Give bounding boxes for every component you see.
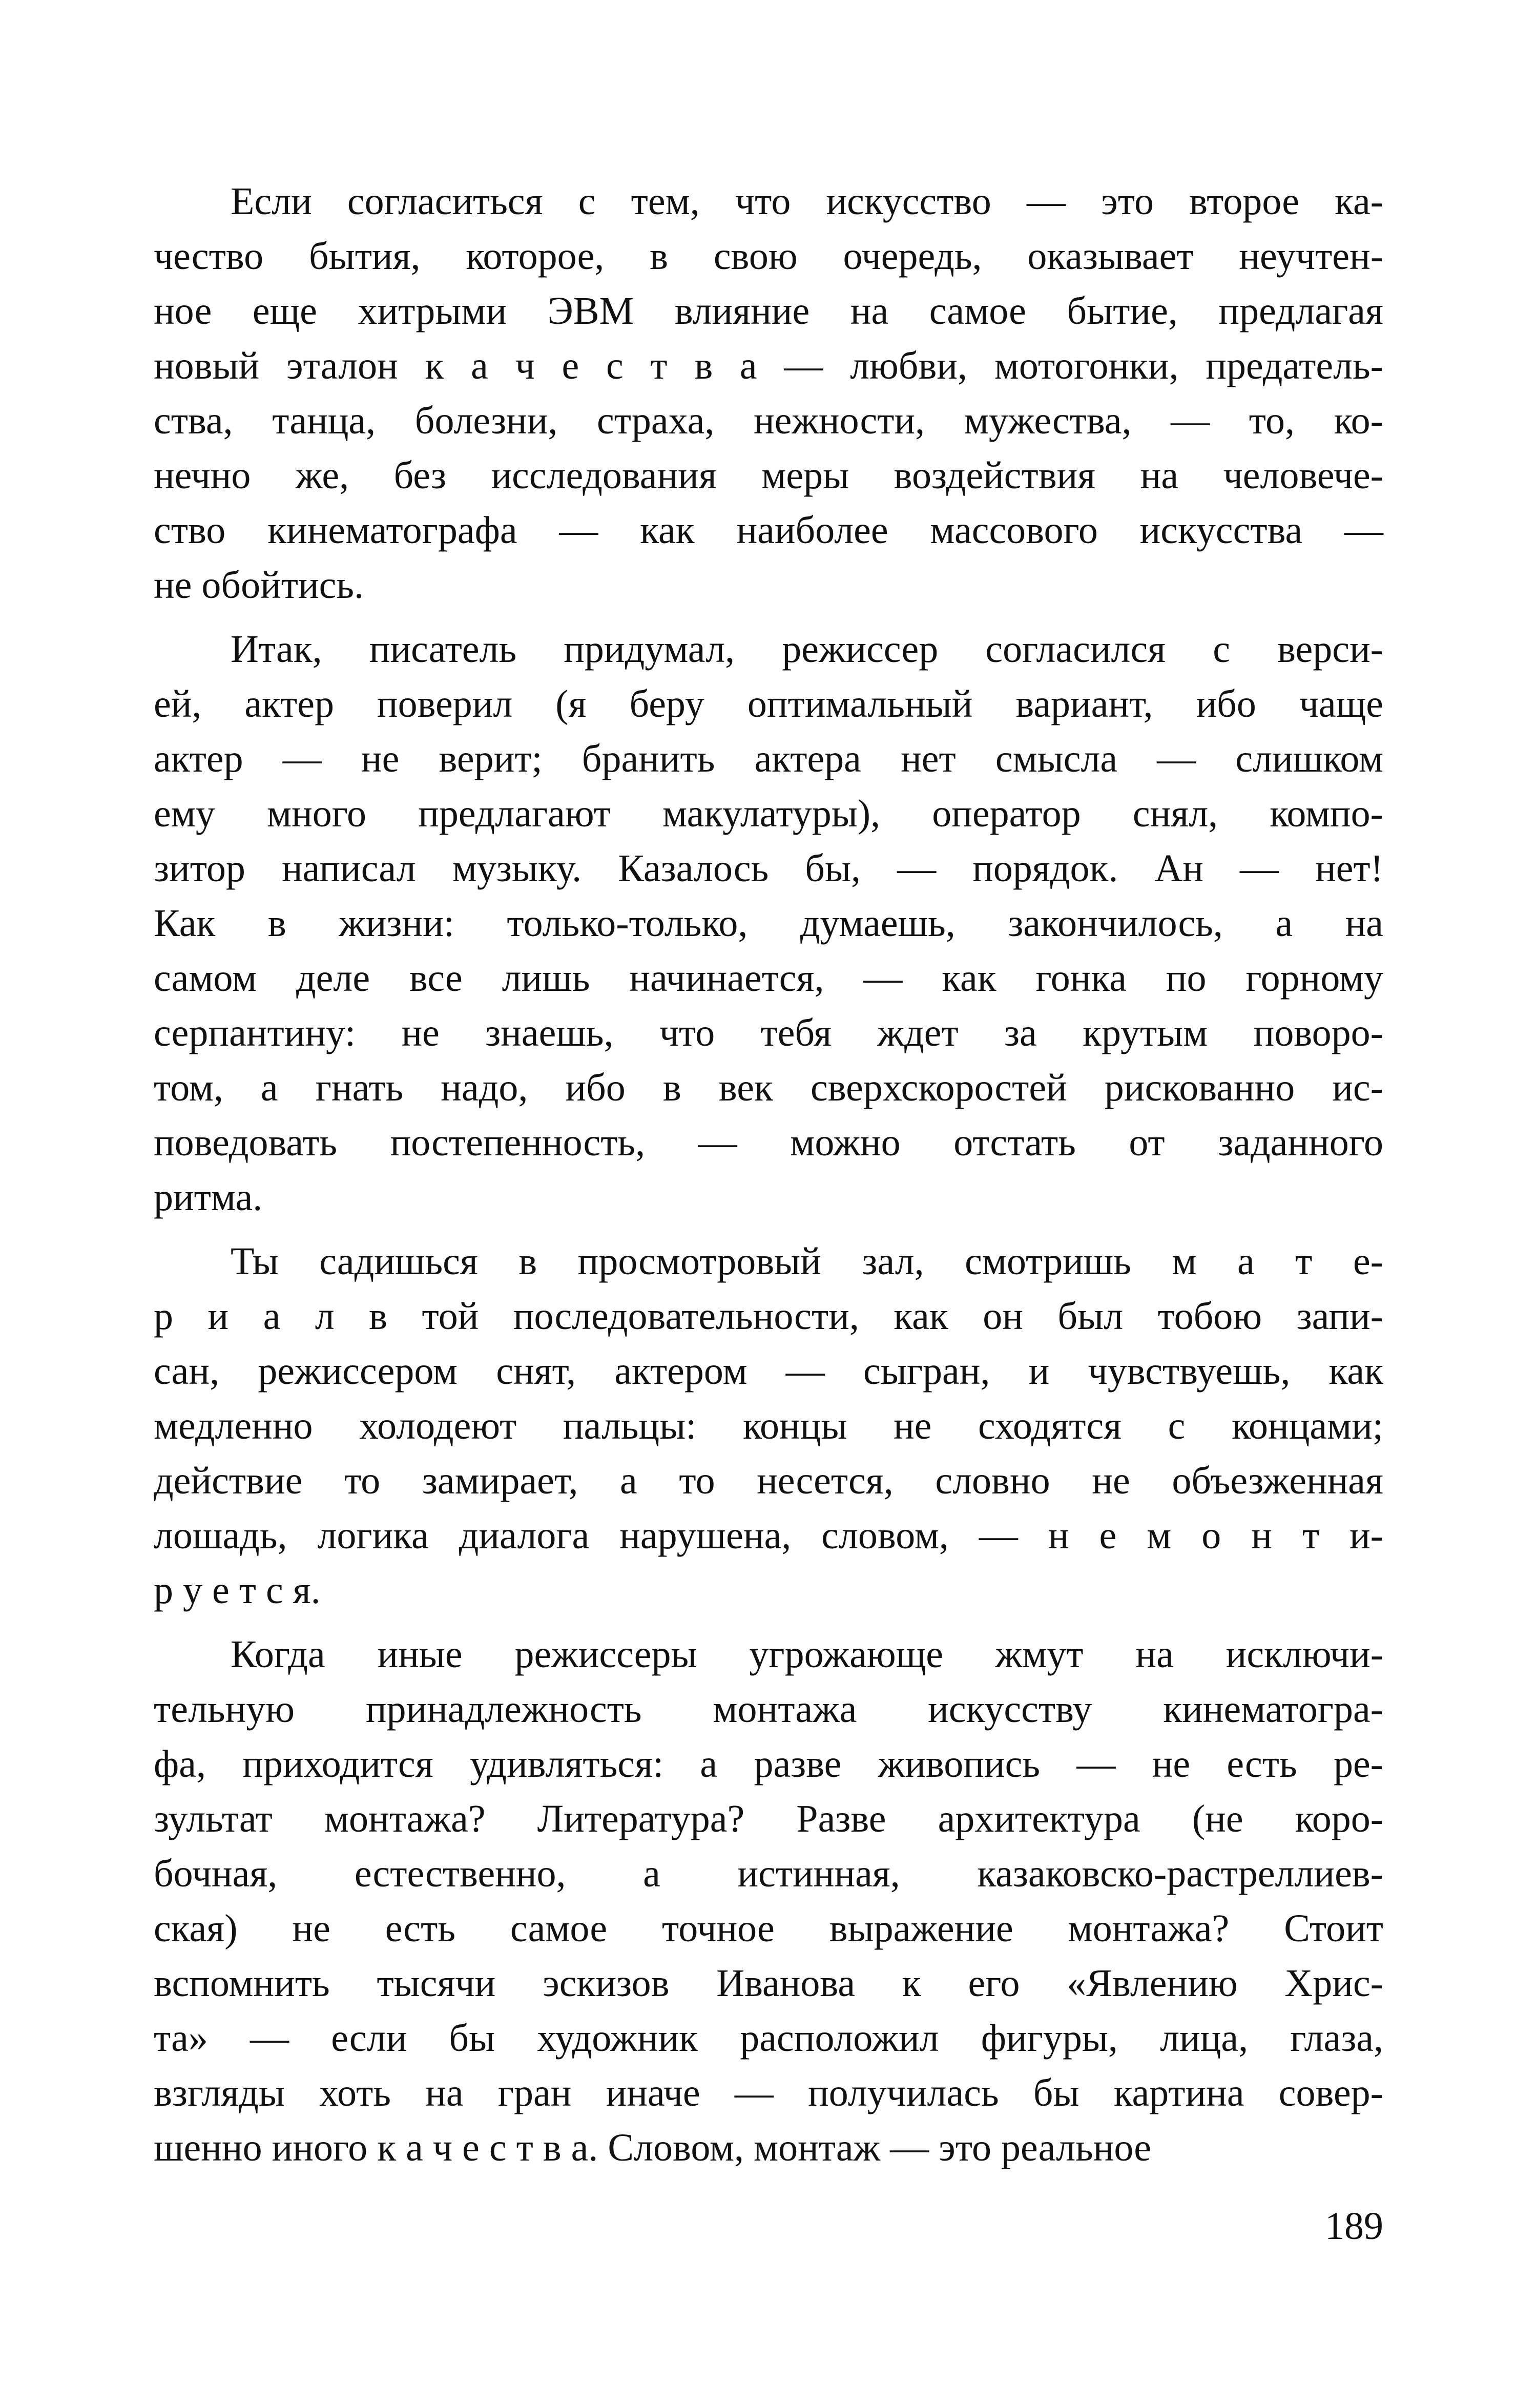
paragraph	[154, 1234, 1383, 1618]
paragraph-gap	[154, 613, 1383, 622]
page-number: 189	[1325, 2205, 1383, 2248]
text-line: самом деле все лишь начинается, — как гонка по горному	[154, 957, 1383, 1000]
text-line: поведовать постепенность, — можно отстать от заданного	[154, 1121, 1383, 1164]
text-line: не обойтись.	[154, 564, 364, 607]
text-line: Как в жизни: только-только, думаешь, закончилось, а на	[154, 902, 1383, 945]
text-line: тельную принадлежность монтажа искусству кинематогра-	[154, 1688, 1383, 1731]
text-line: зультат монтажа? Литература? Разве архитектура (не коро-	[154, 1797, 1383, 1840]
text-line: новый эталон к а ч е с т в а — любви, мотогонки, предатель-	[154, 344, 1383, 387]
text-line: бочная, естественно, а истинная, казаковско-растреллиев-	[154, 1852, 1383, 1895]
text-line: Когда иные режиссеры угрожающе жмут на исключи-	[231, 1633, 1383, 1676]
text-line: ская) не есть самое точное выражение монтажа? Стоит	[154, 1907, 1383, 1950]
text-line: ное еще хитрыми ЭВМ влияние на самое бытие, предлагая	[154, 289, 1383, 333]
text-line: ей, актер поверил (я беру оптимальный вариант, ибо чаще	[154, 682, 1383, 725]
text-line: чество бытия, которое, в свою очередь, оказывает неучтен-	[154, 235, 1383, 278]
text-line: серпантину: не знаешь, что тебя ждет за крутым поворо-	[154, 1011, 1383, 1054]
text-line: взгляды хоть на гран иначе — получилась бы картина совер-	[154, 2071, 1383, 2114]
body-text	[154, 174, 1383, 2175]
paragraph	[154, 622, 1383, 1225]
text-line: зитор написал музыку. Казалось бы, — порядок. Ан — нет!	[154, 847, 1383, 890]
text-line: действие то замирает, а то несется, словно не объезженная	[154, 1459, 1383, 1502]
paragraph-gap	[154, 1225, 1383, 1234]
text-line: нечно же, без исследования меры воздействия на человече-	[154, 454, 1383, 497]
text-line: вспомнить тысячи эскизов Иванова к его «Явлению Хрис-	[154, 1962, 1383, 2005]
text-line: Ты садишься в просмотровый зал, смотришь м а т е-	[231, 1240, 1383, 1283]
paragraph-gap	[154, 1618, 1383, 1627]
paragraph	[154, 1627, 1383, 2175]
text-line: сан, режиссером снят, актером — сыгран, и чувствуешь, как	[154, 1350, 1383, 1393]
text-line: лошадь, логика диалога нарушена, словом, — н е м о н т и-	[154, 1514, 1383, 1557]
text-line: та» — если бы художник расположил фигуры, лица, глаза,	[154, 2017, 1383, 2060]
paragraph	[154, 174, 1383, 613]
text-line: актер — не верит; бранить актера нет смысла — слишком	[154, 737, 1383, 780]
text-line: Если согласиться с тем, что искусство — это второе ка-	[231, 180, 1383, 223]
text-line: ство кинематографа — как наиболее массового искусства —	[154, 509, 1383, 552]
text-line: фа, приходится удивляться: а разве живопись — не есть ре-	[154, 1742, 1383, 1786]
text-line: р и а л в той последовательности, как он был тобою запи-	[154, 1295, 1383, 1338]
text-line: р у е т с я.	[154, 1569, 321, 1612]
text-line: шенно иного к а ч е с т в а. Словом, монтаж — это реальное	[154, 2126, 1151, 2169]
text-line: ритма.	[154, 1176, 263, 1219]
text-line: том, а гнать надо, ибо в век сверхскоростей рискованно ис-	[154, 1066, 1383, 1109]
text-line: ства, танца, болезни, страха, нежности, мужества, — то, ко-	[154, 399, 1383, 442]
text-line: медленно холодеют пальцы: концы не сходятся с концами;	[154, 1404, 1383, 1447]
text-line: Итак, писатель придумал, режиссер согласился с верси-	[231, 628, 1383, 671]
text-line: ему много предлагают макулатуры), оператор снял, компо-	[154, 792, 1383, 835]
